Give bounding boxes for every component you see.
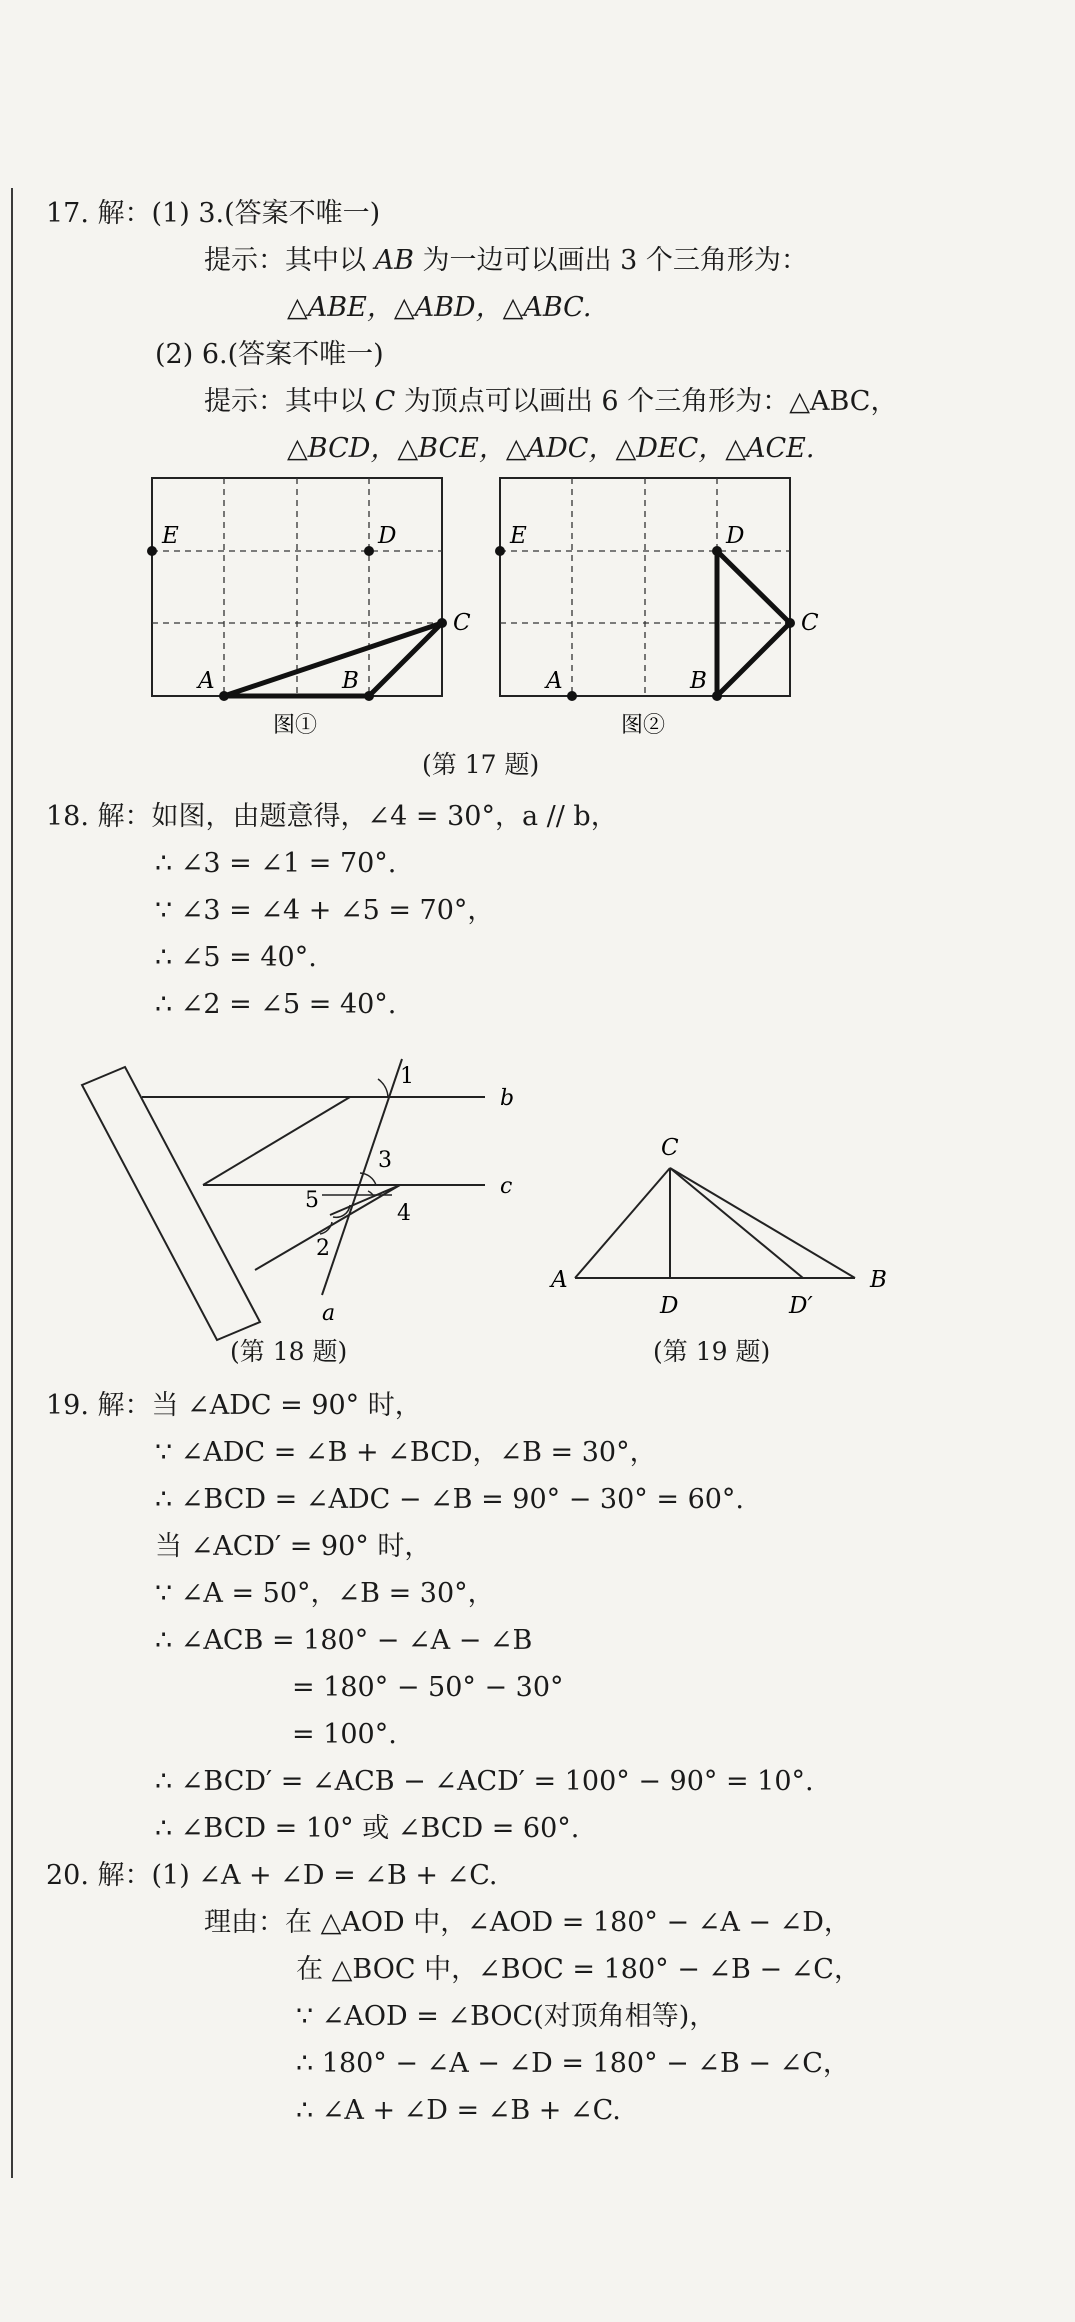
fig18-label-3: 3 — [378, 1148, 392, 1173]
q19-line-5: ∵ ∠A = 50°，∠B = 30°， — [155, 1578, 495, 1609]
q17-line-1: 17. 解：(1) 3.(答案不唯一) — [46, 198, 381, 229]
q17-line-4: (2) 6.(答案不唯一) — [155, 339, 384, 370]
fig18-label-a: a — [322, 1301, 336, 1326]
q18-line-5: ∴ ∠2 = ∠5 = 40°. — [155, 989, 397, 1020]
q19-line-7: = 180° − 50° − 30° — [292, 1672, 564, 1703]
fig1-title: 图① — [273, 713, 318, 738]
q19-line-4: 当 ∠ACD′ = 90° 时， — [155, 1531, 432, 1562]
q17-hint-2-c: 为顶点可以画出 6 个三角形为：△ABC， — [395, 386, 898, 417]
q19-line-8: = 100°. — [292, 1719, 397, 1750]
q20-line-3: 在 △BOC 中，∠BOC = 180° − ∠B − ∠C， — [296, 1954, 861, 1985]
fig19-label-b: B — [870, 1267, 887, 1293]
q20-line-2: 理由：在 △AOD 中，∠AOD = 180° − ∠A − ∠D， — [204, 1907, 851, 1938]
fig18-label-c: c — [500, 1174, 513, 1199]
q17-line-3: △ABE，△ABD，△ABC. — [287, 292, 592, 323]
q17-hint-1-a: 提示：其中以 — [204, 245, 375, 276]
fig1-label-a: A — [198, 668, 215, 694]
fig19-label-dprime: D′ — [789, 1293, 813, 1319]
fig1-label-c: C — [453, 610, 471, 636]
q17-hint-2-b: C — [374, 386, 396, 417]
fig1-label-b: B — [342, 668, 359, 694]
q20-line-1: 20. 解：(1) ∠A + ∠D = ∠B + ∠C. — [46, 1860, 498, 1891]
q18-line-3: ∵ ∠3 = ∠4 + ∠5 = 70°， — [155, 895, 495, 926]
q17-hint-2 — [204, 384, 897, 420]
q19-figure-caption: (第 19 题) — [653, 1337, 771, 1366]
fig19-label-c: C — [661, 1135, 679, 1161]
q18-line-4: ∴ ∠5 = 40°. — [155, 942, 317, 973]
q17-hint-1-c: 为一边可以画出 3 个三角形为： — [413, 245, 808, 276]
q17-figure-1 — [140, 470, 480, 740]
q19-line-6: ∴ ∠ACB = 180° − ∠A − ∠B — [155, 1625, 533, 1656]
q19-figure — [545, 1125, 905, 1325]
q17-figure-2 — [488, 470, 828, 740]
fig18-label-2: 2 — [316, 1236, 330, 1261]
q17-caption: (第 17 题) — [422, 750, 540, 779]
fig2-label-e: E — [510, 523, 527, 549]
q17-hint-2-a: 提示：其中以 — [204, 386, 375, 417]
q19-line-3: ∴ ∠BCD = ∠ADC − ∠B = 90° − 30° = 60°. — [155, 1484, 745, 1515]
q17-line-6: △BCD，△BCE，△ADC，△DEC，△ACE. — [287, 433, 815, 464]
q17-hint-1 — [204, 243, 808, 279]
fig18-label-5: 5 — [305, 1188, 319, 1213]
q19-line-10: ∴ ∠BCD = 10° 或 ∠BCD = 60°. — [155, 1813, 580, 1844]
q20-line-6: ∴ ∠A + ∠D = ∠B + ∠C. — [296, 2095, 621, 2126]
margin-rule — [11, 188, 13, 2178]
q20-line-4: ∵ ∠AOD = ∠BOC(对顶角相等)， — [296, 2001, 717, 2032]
q18-line-2: ∴ ∠3 = ∠1 = 70°. — [155, 848, 397, 879]
fig1-label-d: D — [378, 523, 397, 549]
fig2-title: 图② — [621, 713, 666, 738]
q18-caption: (第 18 题) — [230, 1337, 348, 1366]
fig19-label-a: A — [551, 1267, 568, 1293]
fig18-label-b: b — [500, 1086, 515, 1111]
q17-hint-1-b: AB — [374, 245, 414, 276]
fig2-label-b: B — [690, 668, 707, 694]
fig19-label-d: D — [660, 1293, 679, 1319]
q20-line-5: ∴ 180° − ∠A − ∠D = 180° − ∠B − ∠C， — [296, 2048, 850, 2079]
fig1-label-e: E — [162, 523, 179, 549]
q19-line-1: 19. 解：当 ∠ADC = 90° 时， — [46, 1390, 422, 1421]
q18-line-1: 18. 解：如图，由题意得，∠4 = 30°，a // b， — [46, 801, 618, 832]
fig2-label-d: D — [726, 523, 745, 549]
q18-figure — [70, 1045, 530, 1375]
fig2-label-c: C — [801, 610, 819, 636]
fig2-label-a: A — [546, 668, 563, 694]
fig18-label-1: 1 — [400, 1064, 414, 1089]
q19-line-2: ∵ ∠ADC = ∠B + ∠BCD，∠B = 30°， — [155, 1437, 657, 1468]
fig18-label-4: 4 — [397, 1201, 411, 1226]
q19-line-9: ∴ ∠BCD′ = ∠ACB − ∠ACD′ = 100° − 90° = 10°. — [155, 1766, 814, 1797]
